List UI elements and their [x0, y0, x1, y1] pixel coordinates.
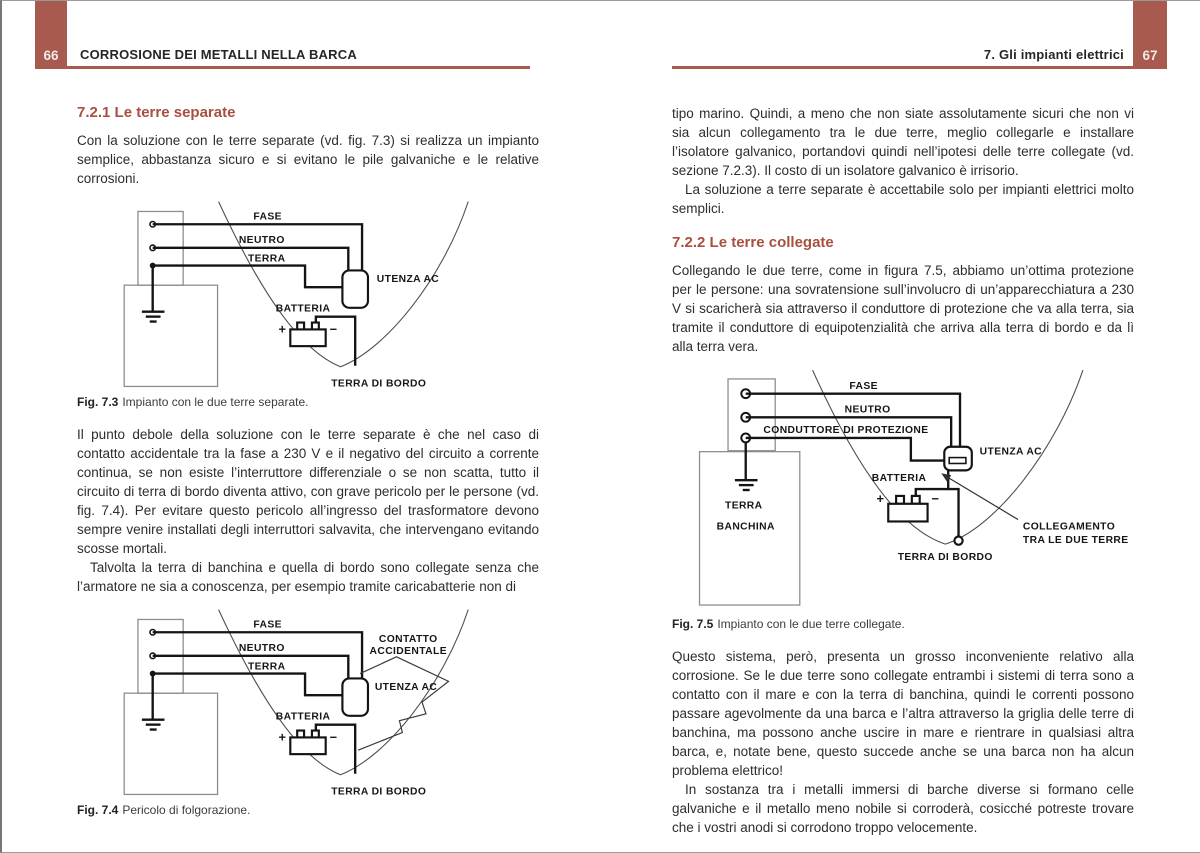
section-title-721: 7.2.1 Le terre separate: [77, 104, 236, 121]
terra-di-bordo-label: TERRA DI BORDO: [331, 786, 427, 798]
battery: [290, 725, 355, 774]
minus-sign: −: [329, 729, 338, 745]
terra-label: TERRA: [725, 500, 763, 512]
contatto-label-line2: ACCIDENTALE: [369, 645, 447, 657]
right-page-number-tab: [1133, 1, 1167, 69]
shore-panel: [700, 379, 800, 605]
right-paragraph-1: tipo marino. Quindi, a meno che non siate assolutamente sicuri che non vi sia alcun collegamento tra le due terre, meglio collegarle e installare l’isolatore galvanico, portandovi quindi nell’ipotesi delle terre collegate (vd. sezione 7.2.3). Il costo di un isolatore galvanico è irrisorio.: [672, 106, 1134, 178]
left-header-rule: [35, 66, 530, 69]
fase-label: FASE: [253, 211, 282, 223]
accidental-contact-zigzag: [358, 657, 448, 750]
left-paragraph-3: Talvolta la terra di banchina e quella di bordo sono collegate senza che l’armatore ne sia a conoscenza, per esempio tramite caricabatterie non di: [77, 560, 539, 594]
right-column: [672, 96, 1134, 837]
battery: [290, 317, 355, 366]
minus-sign: −: [329, 321, 338, 337]
fase-label: FASE: [253, 619, 282, 631]
figure-7-4-caption-label: Fig. 7.4: [77, 803, 119, 817]
fase-label: FASE: [849, 380, 878, 392]
left-column: [77, 96, 539, 817]
right-paragraph-4: Questo sistema, però, presenta un grosso inconveniente relativo alla corrosione. Se le due terre sono collegate entrambi i sistemi di terra sono a contatto con il mare e con la terra di banchina, quindi le correnti possono passare agevolmente da una barca e l’altra attraverso la griglia delle terre di banchina, ma possono anche uscire in mare e rientrare in qualsiasi altra barca, e, notate bene, questo succede anche se una barca non ha alcun problema elettrico!: [672, 649, 1134, 778]
figure-7-4-caption-text: Pericolo di folgorazione.: [122, 803, 251, 817]
batteria-label: BATTERIA: [275, 303, 331, 315]
right-page-number: 67: [1142, 48, 1158, 63]
arrow-head-icon: [941, 473, 951, 482]
utenza-ac-label: UTENZA AC: [979, 446, 1043, 458]
right-paragraph-3: Collegando le due terre, come in figura 7.5, abbiamo un’ottima protezione per le persone: una sovratensione sull’involucro di un’apparecchiatura a 230 V si scaricherà sia attraverso il conduttore di protezione che va alla terra, sia tramite il conduttore di equipotenzialità che arriva alla terra di bordo e da lì alla terra vera.: [672, 263, 1134, 354]
shore-panel: [124, 619, 217, 794]
left-page-number: 66: [43, 48, 59, 63]
right-running-header: 7. Gli impianti elettrici: [983, 47, 1124, 62]
right-paragraph-2: La soluzione a terre separate è accettabile solo per impianti elettrici molto semplici.: [672, 182, 1134, 216]
figure-7-3-caption-label: Fig. 7.3: [77, 395, 119, 409]
ac-socket: [342, 270, 368, 307]
left-paragraph-2: Il punto debole della soluzione con le terre separate è che nel caso di contatto accidentale tra la fase a 230 V e il negativo del circuito a corrente continua, se non esiste l’interruttore differenziale o se non scatta, tutto il circuito di terra di bordo diventa attivo, con grave pericolo per le persone (vd. fig. 7.4). Per evitare questo pericolo all’ingresso del trasformatore devono sempre venire installati degli interruttori salvavita, che intervengano evitando scosse mortali.: [77, 427, 539, 556]
left-paragraph-1: Con la soluzione con le terre separate (vd. fig. 7.3) si realizza un impianto semplice, abbastanza sicuro e si evitano le pile galvaniche e le relative corrosioni.: [77, 133, 539, 186]
plus-sign: +: [278, 321, 286, 337]
minus-sign: −: [931, 490, 939, 506]
battery: [888, 496, 927, 522]
section-title-722: 7.2.2 Le terre collegate: [672, 234, 834, 251]
collegamento-arrow: [941, 473, 1018, 519]
figure-7-4-diagram: [77, 608, 539, 800]
collegamento-label-line2: TRA LE DUE TERRE: [1022, 535, 1129, 547]
terra-di-bordo-label: TERRA DI BORDO: [331, 378, 427, 390]
plus-sign: +: [876, 490, 884, 506]
neutro-label: NEUTRO: [238, 234, 285, 246]
ground-symbol-icon: [735, 480, 758, 490]
ground-symbol-icon: [142, 312, 165, 322]
banchina-label: BANCHINA: [716, 521, 775, 533]
collegamento-label-line1: COLLEGAMENTO: [1022, 521, 1116, 533]
figure-7-5-caption-label: Fig. 7.5: [672, 617, 714, 631]
neutro-label: NEUTRO: [238, 642, 285, 654]
figure-7-5-caption: [672, 617, 1134, 631]
ground-symbol-icon: [142, 720, 165, 730]
batteria-label: BATTERIA: [871, 473, 927, 485]
batteria-label: BATTERIA: [275, 711, 331, 723]
figure-7-5-caption-text: Impianto con le due terre collegate.: [717, 617, 905, 631]
terra-di-bordo-label: TERRA DI BORDO: [897, 551, 993, 563]
neutro-label: NEUTRO: [844, 404, 891, 416]
right-header-rule: [672, 66, 1167, 69]
ac-socket: [944, 447, 972, 471]
figure-7-3-caption-text: Impianto con le due terre separate.: [122, 395, 309, 409]
contatto-label-line1: CONTATTO: [378, 634, 438, 646]
plus-sign: +: [278, 729, 286, 745]
terra-label: TERRA: [247, 661, 286, 673]
figure-7-3-diagram: [77, 200, 539, 392]
right-paragraph-5: In sostanza tra i metalli immersi di barche diverse si formano celle galvaniche e il metallo meno nobile si corroderà, cosicché potreste trovare che i vostri anodi si corrodono troppo velocemente.: [672, 782, 1134, 835]
left-running-header: CORROSIONE DEI METALLI NELLA BARCA: [80, 47, 357, 62]
shore-panel: [124, 211, 217, 386]
terra-label: TERRA: [247, 253, 286, 265]
figure-7-3-caption: [77, 395, 539, 409]
figure-7-4-caption: [77, 803, 539, 817]
utenza-ac-label: UTENZA AC: [374, 682, 438, 694]
left-page-number-tab: [35, 1, 67, 69]
conduttore-protezione-label: CONDUTTORE DI PROTEZIONE: [763, 425, 929, 437]
ac-socket: [342, 678, 368, 715]
figure-7-5-diagram: [672, 368, 1134, 614]
utenza-ac-label: UTENZA AC: [376, 274, 440, 286]
